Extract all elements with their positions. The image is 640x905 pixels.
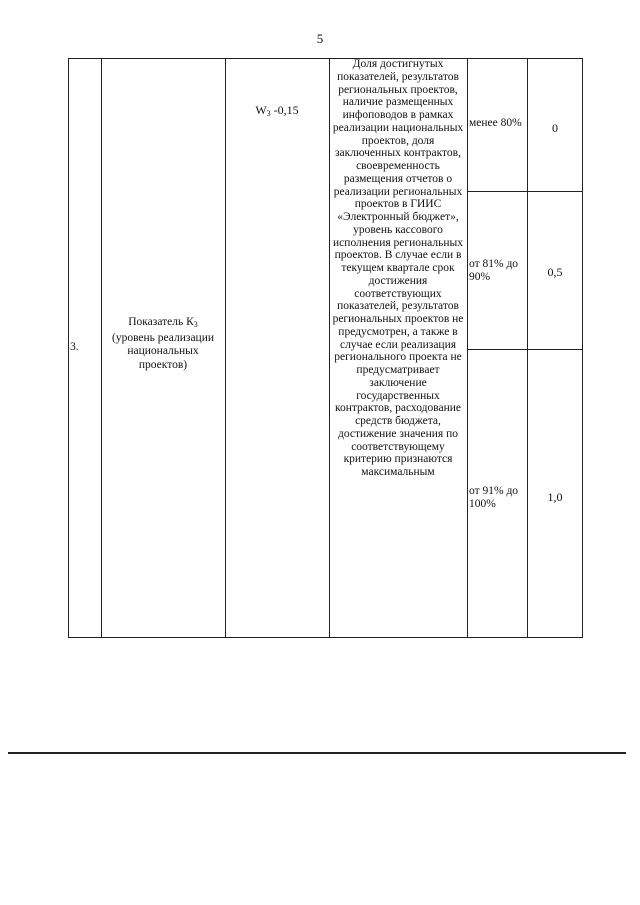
column-divider: [527, 58, 528, 638]
table-border-top: [68, 58, 583, 59]
range-condition: от 91% до 100%: [469, 485, 519, 510]
range-score: 0,5: [547, 265, 563, 279]
page-number: 5: [316, 31, 324, 46]
weight-coefficient: [226, 104, 328, 121]
criterion-description: Доля достигнутых показателей, результатов региональных проектов, наличие размещенных инфоповодов в рамках реализации национальных проектов, доля заключенных контрактов, своевременность размещения отчетов о реализации региональных проектов в ГИИС «Электронный бюджет», уровень кассового исполнения региональных проектов. В случае если в текущем квартале срок достижения соответствующих показателей, результатов региональных проектов не предусмотрен, а также в случае если реализация регионального проекта не предусматривает заключение государственных контрактов, расходование средств бюджета, достижение значения по соответствующему критерию признаются максимальным: [332, 58, 464, 478]
table-border-right: [582, 58, 583, 638]
range-condition: менее 80%: [469, 117, 522, 129]
indicator-name: [102, 316, 224, 372]
indicator-description: (уровень реализации национальных проектов): [111, 331, 215, 371]
range-condition: от 81% до 90%: [469, 258, 519, 283]
indicator-prefix: Показатель К: [128, 316, 194, 328]
row-divider: [467, 349, 583, 350]
table-border-bottom: [68, 637, 583, 638]
row-divider: [467, 191, 583, 192]
weight-value: -0,15: [273, 103, 299, 117]
weight-prefix: W: [255, 103, 267, 117]
column-divider: [467, 58, 468, 638]
criteria-table: [68, 58, 583, 638]
indicator-subscript: 3: [193, 320, 198, 329]
column-divider: [225, 58, 226, 638]
range-score: 1,0: [547, 490, 563, 504]
range-score: 0: [552, 121, 558, 135]
table-border-left: [68, 58, 69, 638]
row-number: 3.: [70, 341, 79, 353]
weight-subscript: 3: [266, 109, 271, 118]
footer-rule: [8, 752, 626, 754]
